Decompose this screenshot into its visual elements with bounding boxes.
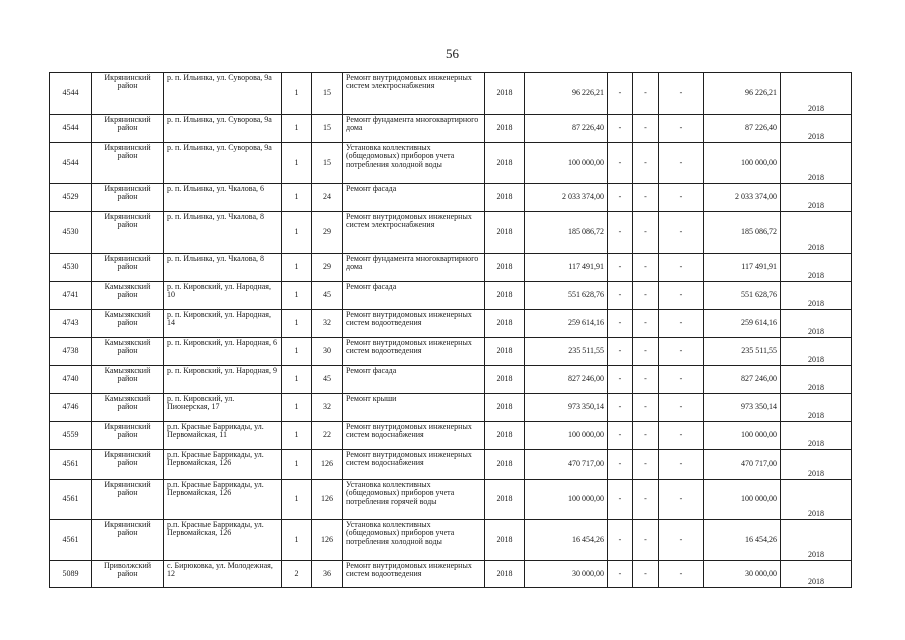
dash-cell: - [633, 338, 659, 366]
work-cost: 235 511,55 [525, 338, 608, 366]
work-cost: 973 350,14 [525, 394, 608, 422]
address: р. п. Ильинка, ул. Чкалова, 6 [164, 184, 282, 212]
total-cost: 16 454,26 [704, 520, 781, 561]
dash-cell: - [608, 310, 633, 338]
row-id: 4740 [50, 366, 92, 394]
dash-cell: - [633, 212, 659, 254]
completion-year: 2018 [781, 184, 852, 212]
district: Икрянинский район [92, 73, 164, 115]
work-year: 2018 [485, 282, 525, 310]
work-type: Установка коллективных (общедомовых) приборов учета потребления холодной воды [343, 520, 485, 561]
district: Икрянинский район [92, 450, 164, 480]
district: Икрянинский район [92, 480, 164, 520]
apartments-count: 29 [312, 254, 343, 282]
completion-year: 2018 [781, 561, 852, 588]
completion-year: 2018 [781, 480, 852, 520]
address: р.п. Красные Баррикады, ул. Первомайская, 126 [164, 520, 282, 561]
apartments-count: 126 [312, 450, 343, 480]
entrances-count: 2 [282, 561, 312, 588]
work-type: Ремонт внутридомовых инженерных систем электроснабжения [343, 73, 485, 115]
dash-cell: - [633, 520, 659, 561]
work-type: Ремонт фундамента многоквартирного дома [343, 254, 485, 282]
dash-cell: - [659, 282, 704, 310]
address: р. п. Ильинка, ул. Суворова, 9а [164, 143, 282, 184]
entrances-count: 1 [282, 282, 312, 310]
dash-cell: - [633, 422, 659, 450]
dash-cell: - [633, 143, 659, 184]
address: р. п. Кировский, ул. Народная, 10 [164, 282, 282, 310]
dash-cell: - [659, 73, 704, 115]
dash-cell: - [633, 561, 659, 588]
work-cost: 100 000,00 [525, 422, 608, 450]
total-cost: 96 226,21 [704, 73, 781, 115]
entrances-count: 1 [282, 254, 312, 282]
district: Камызякский район [92, 282, 164, 310]
address: р. п. Ильинка, ул. Суворова, 9а [164, 73, 282, 115]
row-id: 4741 [50, 282, 92, 310]
page-number: 56 [446, 46, 459, 61]
dash-cell: - [608, 422, 633, 450]
apartments-count: 15 [312, 143, 343, 184]
entrances-count: 1 [282, 450, 312, 480]
completion-year: 2018 [781, 143, 852, 184]
dash-cell: - [659, 310, 704, 338]
address: р. п. Кировский, ул. Народная, 9 [164, 366, 282, 394]
district: Камызякский район [92, 310, 164, 338]
entrances-count: 1 [282, 143, 312, 184]
address: р. п. Ильинка, ул. Суворова, 9а [164, 115, 282, 143]
apartments-count: 15 [312, 115, 343, 143]
dash-cell: - [659, 561, 704, 588]
district: Икрянинский район [92, 143, 164, 184]
dash-cell: - [659, 394, 704, 422]
work-cost: 87 226,40 [525, 115, 608, 143]
completion-year: 2018 [781, 338, 852, 366]
work-cost: 827 246,00 [525, 366, 608, 394]
work-type: Ремонт фасада [343, 282, 485, 310]
dash-cell: - [633, 394, 659, 422]
dash-cell: - [608, 212, 633, 254]
entrances-count: 1 [282, 184, 312, 212]
work-type: Ремонт внутридомовых инженерных систем водоснабжения [343, 422, 485, 450]
table-row [50, 115, 852, 143]
address: с. Бирюковка, ул. Молодежная, 12 [164, 561, 282, 588]
district: Икрянинский район [92, 254, 164, 282]
table-row [50, 394, 852, 422]
work-type: Установка коллективных (общедомовых) приборов учета потребления холодной воды [343, 143, 485, 184]
dash-cell: - [659, 115, 704, 143]
total-cost: 87 226,40 [704, 115, 781, 143]
dash-cell: - [633, 282, 659, 310]
entrances-count: 1 [282, 422, 312, 450]
row-id: 4559 [50, 422, 92, 450]
work-cost: 96 226,21 [525, 73, 608, 115]
work-type: Ремонт внутридомовых инженерных систем водоотведения [343, 561, 485, 588]
work-year: 2018 [485, 450, 525, 480]
apartments-count: 45 [312, 282, 343, 310]
repair-program-table [49, 72, 852, 588]
work-year: 2018 [485, 254, 525, 282]
entrances-count: 1 [282, 73, 312, 115]
dash-cell: - [659, 254, 704, 282]
apartments-count: 29 [312, 212, 343, 254]
dash-cell: - [633, 254, 659, 282]
row-id: 4544 [50, 115, 92, 143]
row-id: 4561 [50, 520, 92, 561]
work-year: 2018 [485, 366, 525, 394]
table-row [50, 73, 852, 115]
dash-cell: - [633, 115, 659, 143]
total-cost: 827 246,00 [704, 366, 781, 394]
completion-year: 2018 [781, 115, 852, 143]
completion-year: 2018 [781, 212, 852, 254]
total-cost: 259 614,16 [704, 310, 781, 338]
dash-cell: - [659, 422, 704, 450]
entrances-count: 1 [282, 366, 312, 394]
completion-year: 2018 [781, 282, 852, 310]
work-type: Ремонт фасада [343, 366, 485, 394]
work-cost: 100 000,00 [525, 143, 608, 184]
entrances-count: 1 [282, 310, 312, 338]
district: Икрянинский район [92, 520, 164, 561]
dash-cell: - [659, 520, 704, 561]
table-row [50, 310, 852, 338]
dash-cell: - [659, 338, 704, 366]
completion-year: 2018 [781, 520, 852, 561]
dash-cell: - [659, 184, 704, 212]
row-id: 4561 [50, 450, 92, 480]
dash-cell: - [608, 520, 633, 561]
dash-cell: - [633, 310, 659, 338]
table-row [50, 143, 852, 184]
dash-cell: - [608, 394, 633, 422]
work-year: 2018 [485, 143, 525, 184]
entrances-count: 1 [282, 394, 312, 422]
row-id: 4544 [50, 73, 92, 115]
dash-cell: - [659, 143, 704, 184]
table-row [50, 561, 852, 588]
apartments-count: 22 [312, 422, 343, 450]
work-cost: 100 000,00 [525, 480, 608, 520]
total-cost: 100 000,00 [704, 422, 781, 450]
address: р. п. Кировский, ул. Народная, 14 [164, 310, 282, 338]
work-year: 2018 [485, 212, 525, 254]
address: р. п. Кировский, ул. Народная, 6 [164, 338, 282, 366]
row-id: 4530 [50, 212, 92, 254]
total-cost: 100 000,00 [704, 480, 781, 520]
completion-year: 2018 [781, 310, 852, 338]
table-row [50, 282, 852, 310]
total-cost: 100 000,00 [704, 143, 781, 184]
apartments-count: 45 [312, 366, 343, 394]
work-year: 2018 [485, 520, 525, 561]
total-cost: 973 350,14 [704, 394, 781, 422]
completion-year: 2018 [781, 450, 852, 480]
dash-cell: - [608, 73, 633, 115]
address: р. п. Ильинка, ул. Чкалова, 8 [164, 212, 282, 254]
work-cost: 16 454,26 [525, 520, 608, 561]
dash-cell: - [633, 366, 659, 394]
dash-cell: - [608, 561, 633, 588]
row-id: 4746 [50, 394, 92, 422]
work-cost: 259 614,16 [525, 310, 608, 338]
work-year: 2018 [485, 422, 525, 450]
apartments-count: 32 [312, 394, 343, 422]
district: Камызякский район [92, 394, 164, 422]
total-cost: 117 491,91 [704, 254, 781, 282]
row-id: 4544 [50, 143, 92, 184]
table-row [50, 184, 852, 212]
dash-cell: - [659, 480, 704, 520]
dash-cell: - [633, 73, 659, 115]
entrances-count: 1 [282, 212, 312, 254]
dash-cell: - [608, 143, 633, 184]
work-type: Ремонт фасада [343, 184, 485, 212]
apartments-count: 32 [312, 310, 343, 338]
district: Приволжский район [92, 561, 164, 588]
work-type: Ремонт внутридомовых инженерных систем электроснабжения [343, 212, 485, 254]
work-year: 2018 [485, 394, 525, 422]
work-type: Установка коллективных (общедомовых) приборов учета потребления горячей воды [343, 480, 485, 520]
work-cost: 470 717,00 [525, 450, 608, 480]
work-type: Ремонт крыши [343, 394, 485, 422]
dash-cell: - [659, 450, 704, 480]
total-cost: 235 511,55 [704, 338, 781, 366]
table-row [50, 480, 852, 520]
total-cost: 470 717,00 [704, 450, 781, 480]
apartments-count: 30 [312, 338, 343, 366]
work-cost: 2 033 374,00 [525, 184, 608, 212]
district: Икрянинский район [92, 184, 164, 212]
entrances-count: 1 [282, 520, 312, 561]
work-type: Ремонт фундамента многоквартирного дома [343, 115, 485, 143]
table-row [50, 450, 852, 480]
dash-cell: - [659, 366, 704, 394]
apartments-count: 15 [312, 73, 343, 115]
work-type: Ремонт внутридомовых инженерных систем водоотведения [343, 338, 485, 366]
row-id: 4530 [50, 254, 92, 282]
apartments-count: 24 [312, 184, 343, 212]
dash-cell: - [608, 115, 633, 143]
entrances-count: 1 [282, 480, 312, 520]
work-type: Ремонт внутридомовых инженерных систем водоотведения [343, 310, 485, 338]
address: р.п. Красные Баррикады, ул. Первомайская, 126 [164, 450, 282, 480]
district: Икрянинский район [92, 115, 164, 143]
dash-cell: - [608, 480, 633, 520]
table-row [50, 422, 852, 450]
district: Икрянинский район [92, 212, 164, 254]
table-row [50, 212, 852, 254]
completion-year: 2018 [781, 366, 852, 394]
dash-cell: - [608, 184, 633, 212]
district: Икрянинский район [92, 422, 164, 450]
dash-cell: - [608, 254, 633, 282]
apartments-count: 36 [312, 561, 343, 588]
total-cost: 551 628,76 [704, 282, 781, 310]
table-row [50, 254, 852, 282]
district: Камызякский район [92, 338, 164, 366]
apartments-count: 126 [312, 480, 343, 520]
work-type: Ремонт внутридомовых инженерных систем водоснабжения [343, 450, 485, 480]
dash-cell: - [633, 184, 659, 212]
completion-year: 2018 [781, 73, 852, 115]
row-id: 4743 [50, 310, 92, 338]
total-cost: 185 086,72 [704, 212, 781, 254]
dash-cell: - [659, 212, 704, 254]
address: р.п. Красные Баррикады, ул. Первомайская, 11 [164, 422, 282, 450]
table-row [50, 338, 852, 366]
completion-year: 2018 [781, 422, 852, 450]
work-cost: 185 086,72 [525, 212, 608, 254]
table-row [50, 366, 852, 394]
work-year: 2018 [485, 338, 525, 366]
work-year: 2018 [485, 115, 525, 143]
entrances-count: 1 [282, 115, 312, 143]
address: р. п. Кировский, ул. Пионерская, 17 [164, 394, 282, 422]
address: р. п. Ильинка, ул. Чкалова, 8 [164, 254, 282, 282]
entrances-count: 1 [282, 338, 312, 366]
address: р.п. Красные Баррикады, ул. Первомайская, 126 [164, 480, 282, 520]
total-cost: 30 000,00 [704, 561, 781, 588]
completion-year: 2018 [781, 394, 852, 422]
work-cost: 117 491,91 [525, 254, 608, 282]
dash-cell: - [608, 450, 633, 480]
dash-cell: - [608, 366, 633, 394]
work-year: 2018 [485, 561, 525, 588]
dash-cell: - [608, 282, 633, 310]
work-year: 2018 [485, 310, 525, 338]
row-id: 4561 [50, 480, 92, 520]
district: Камызякский район [92, 366, 164, 394]
row-id: 5089 [50, 561, 92, 588]
work-year: 2018 [485, 73, 525, 115]
work-cost: 30 000,00 [525, 561, 608, 588]
work-year: 2018 [485, 480, 525, 520]
completion-year: 2018 [781, 254, 852, 282]
table-row [50, 520, 852, 561]
work-year: 2018 [485, 184, 525, 212]
dash-cell: - [608, 338, 633, 366]
dash-cell: - [633, 450, 659, 480]
apartments-count: 126 [312, 520, 343, 561]
row-id: 4529 [50, 184, 92, 212]
dash-cell: - [633, 480, 659, 520]
row-id: 4738 [50, 338, 92, 366]
total-cost: 2 033 374,00 [704, 184, 781, 212]
work-cost: 551 628,76 [525, 282, 608, 310]
